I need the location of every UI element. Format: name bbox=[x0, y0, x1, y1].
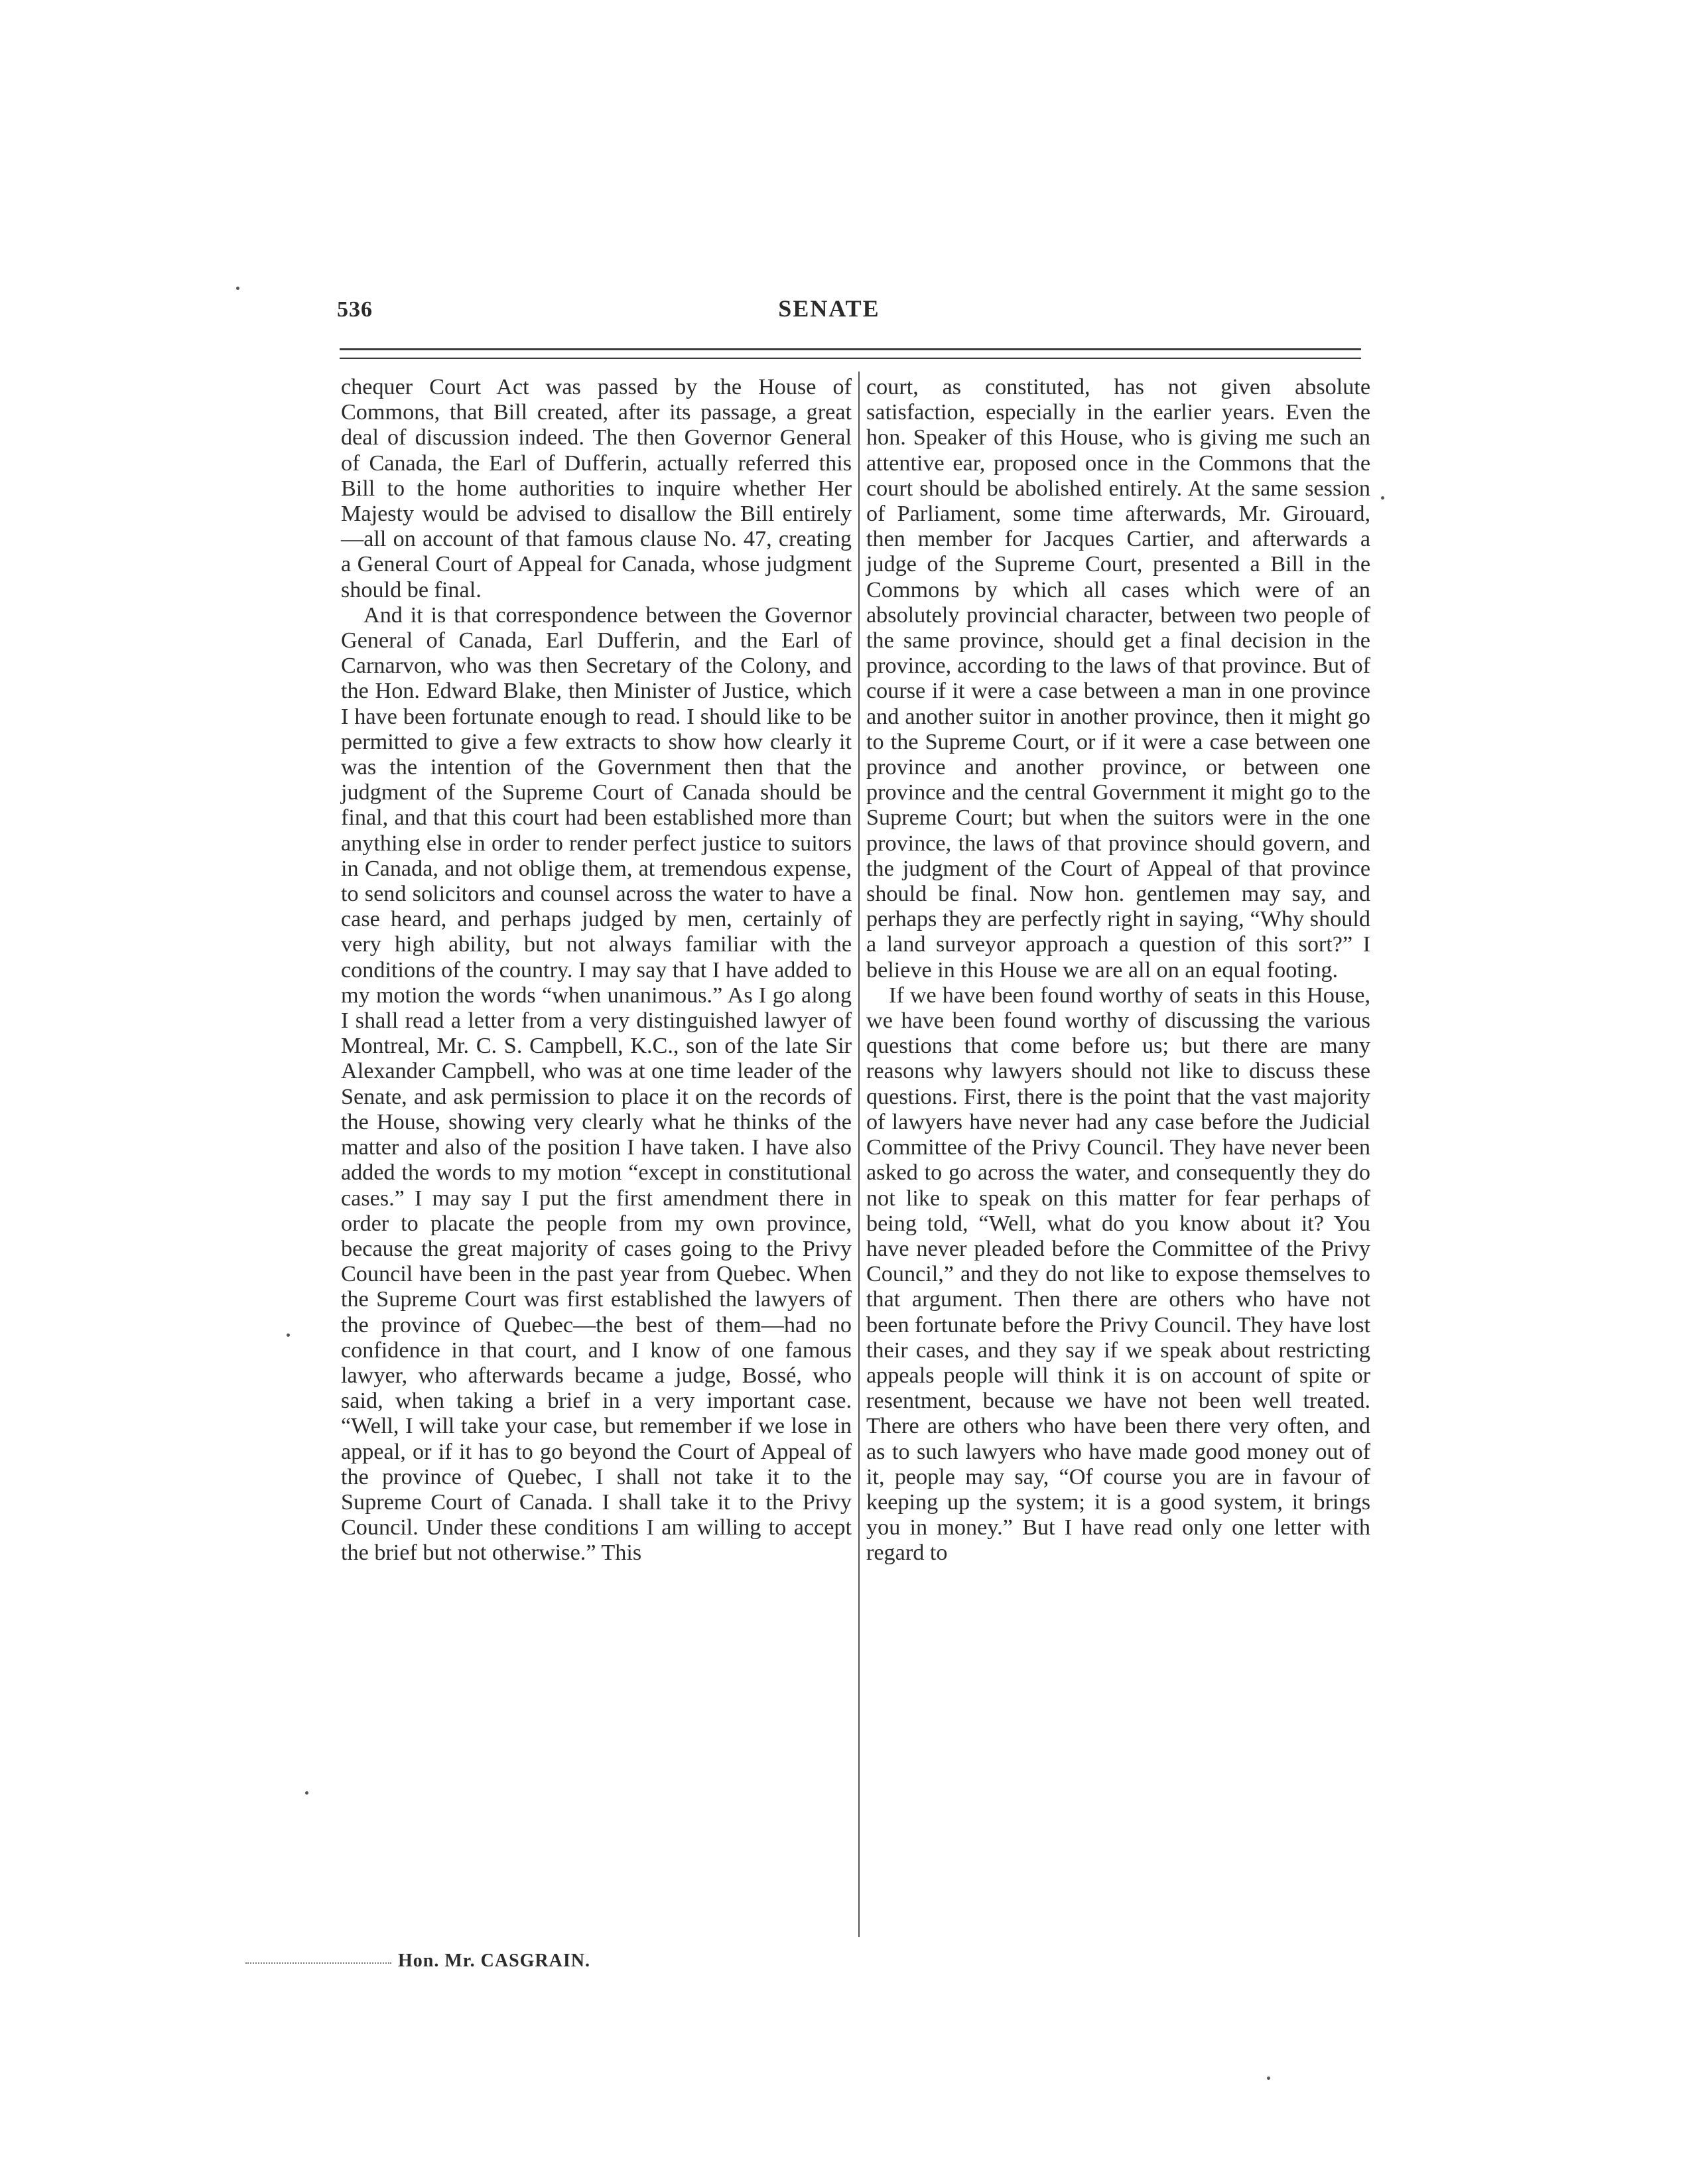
scan-speck bbox=[236, 287, 239, 290]
running-head: SENATE bbox=[778, 295, 880, 322]
scan-speck bbox=[287, 1333, 290, 1337]
left-paragraph-2: And it is that correspondence between the Governor General of Canada, Earl Dufferin, and the Earl of Carnarvon, who was then Secretary of the Colony, and the Hon. Edward Blake, then Minister of Justice, which I have been fortunate enough to read. I should like to be permitted to give a few extracts to show how clearly it was the intention of the Government then that the judgment of the Supreme Court of Canada should be final, and that this court had been established more than anything else in order to render perfect justice to suitors in Canada, and not oblige them, at tremendous expense, to send solicitors and counsel across the water to have a case heard, and perhaps judged by men, certainly of very high ability, but not always familiar with the conditions of the country. I may say that I have added to my motion the words “when unanimous.” As I go along I shall read a letter from a very distinguished lawyer of Montreal, Mr. C. S. Campbell, K.C., son of the late Sir Alexander Campbell, who was at one time leader of the Senate, and ask permission to place it on the records of the House, showing very clearly what he thinks of the matter and also of the position I have taken. I have also added the words to my motion “except in constitutional cases.” I may say I put the first amendment there in order to placate the people from my own province, because the great majority of cases going to the Privy Council have been in the past year from Quebec. When the Supreme Court was first established the lawyers of the province of Quebec—the best of them—had no confidence in that court, and I know of one famous lawyer, who afterwards became a judge, Bossé, who said, when taking a brief in a very important case. “Well, I will take your case, but remember if we lose in appeal, or if it has to go beyond the Court of Appeal of the province of Quebec, I shall not take it to the Supreme Court of Canada. I shall take it to the Privy Council. Under these conditions I am willing to accept the brief but not otherwise.” This bbox=[341, 602, 852, 1566]
right-paragraph-1: court, as constituted, has not given absolute satisfaction, especially in the earlier years. Even the hon. Speaker of this House, who is giving me such an attentive ear, proposed once in the Commons that the court should be abolished entirely. At the same session of Parliament, some time afterwards, Mr. Girouard, then member for Jacques Cartier, and afterwards a judge of the Supreme Court, presented a Bill in the Commons by which all cases which were of an absolutely provincial character, between two people of the same province, should get a final decision in the province, according to the laws of that province. But of course if it were a case between a man in one province and another suitor in another province, then it might go to the Supreme Court, or if it were a case between one province and another province, or between one province and the central Government it might go to the Supreme Court; but when the suitors were in the one province, the laws of that province should govern, and the judgment of the Court of Appeal of that province should be final. Now hon. gentlemen may say, and perhaps they are perfectly right in saying, “Why should a land surveyor approach a question of this sort?” I believe in this House we are all on an equal footing. bbox=[866, 375, 1370, 983]
right-column bbox=[866, 375, 1370, 1566]
footer-rule bbox=[245, 1962, 391, 1964]
left-paragraph-1: chequer Court Act was passed by the House of Commons, that Bill created, after its passage, a great deal of discussion indeed. The then Governor General of Canada, the Earl of Dufferin, actually referred this Bill to the home authorities to inquire whether Her Majesty would be advised to disallow the Bill entirely—all on account of that famous clause No. 47, creating a General Court of Appeal for Canada, whose judgment should be final. bbox=[341, 375, 852, 602]
header-rule-secondary bbox=[340, 358, 1361, 359]
left-column bbox=[341, 375, 852, 1566]
right-paragraph-2: If we have been found worthy of seats in this House, we have been found worthy of discussing the various questions that come before us; but there are many reasons why lawyers should not like to discuss these questions. First, there is the point that the vast majority of lawyers have never had any case before the Judicial Committee of the Privy Council. They have never been asked to go across the water, and consequently they do not like to speak on this matter for fear perhaps of being told, “Well, what do you know about it? You have never pleaded before the Committee of the Privy Council,” and they do not like to expose themselves to that argument. Then there are others who have not been fortunate before the Privy Council. They have lost their cases, and they say if we speak about restricting appeals people will think it is on account of spite or resentment, because we have not been well treated. There are others who have been there very often, and as to such lawyers who have made good money out of it, people may say, “Of course you are in favour of keeping up the system; it is a good system, it brings you in money.” But I have read only one letter with regard to bbox=[866, 983, 1370, 1566]
scan-speck bbox=[1381, 496, 1384, 500]
scan-speck bbox=[305, 1791, 308, 1795]
footer-speaker: Hon. Mr. CASGRAIN. bbox=[398, 1950, 590, 1971]
column-divider bbox=[858, 372, 860, 1937]
scan-speck bbox=[1267, 2077, 1270, 2080]
header-rule bbox=[340, 348, 1361, 350]
page-number: 536 bbox=[337, 297, 373, 322]
